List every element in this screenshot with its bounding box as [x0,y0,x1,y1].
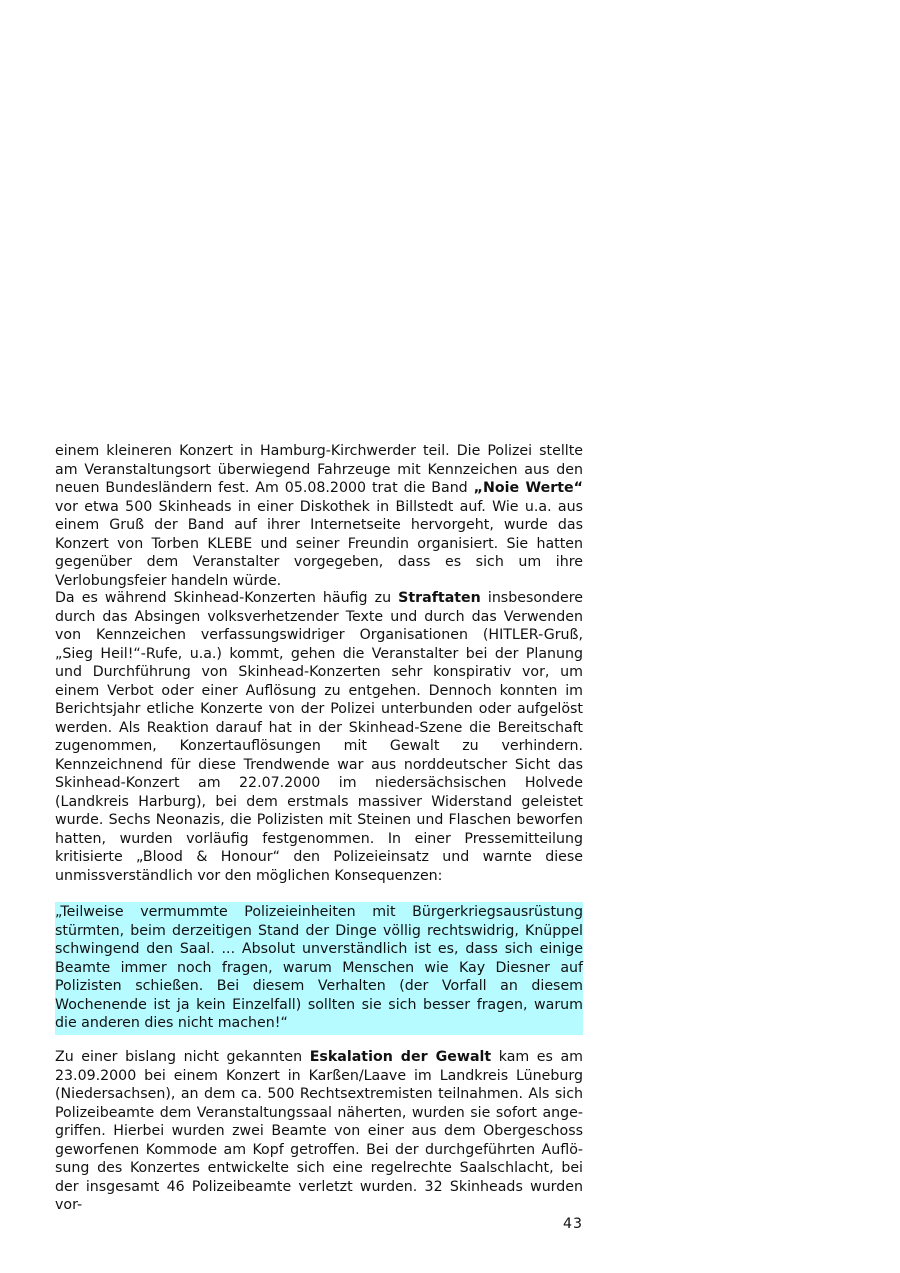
highlighted-quote [55,902,583,1035]
paragraph-4-text-a: Zu einer bislang nicht gekannten [55,1049,310,1065]
page-number: 43 [562,1216,583,1232]
paragraph-1-text-c: vor etwa 500 Skinheads in einer Diskothek in Billstedt auf. Wie u.a. aus einem Gruß der Band auf ihrer Internetseite hervorgeht, wurde das Konzert von Torben KLEBE und seiner Freundin organisiert. Sie hatten gegenüber dem Veranstalter vorgegeben, dass es sich um ihre Verlobungsfeier handeln würde. [55,498,583,589]
paragraph-1-text-a: einem kleineren Konzert in Hamburg-Kirchwerder teil. Die Polizei stellte am Veranstaltungsort überwiegend Fahrzeuge mit Kennzeichen aus den neuen Bundesländern fest. Am 05.08.2000 trat die Band [55,443,583,496]
paragraph-2-text-c: insbesondere durch das Absingen volksverhetzender Texte und durch das Verwenden von Kennzeichen verfassungswidriger Organisationen (HITLER-Gruß, „Sieg Heil!“-Rufe, u.a.) kommt, gehen die Veranstalter bei der Planung und Durchführung von Skinhead-Konzerten sehr konspirativ vor, um einem Verbot oder einer Auflösung zu entgehen. Dennoch konnten im Berichtsjahr etliche Konzerte von der Polizei unterbunden oder aufgelöst werden. Als Reaktion darauf hat in der Skinhead-Szene die Bereitschaft zugenommen, Konzertauflösungen mit Gewalt zu verhindern. Kennzeichnend für diese Trendwende war aus norddeutscher Sicht das Skinhead-Konzert am 22.07.2000 im niedersächsischen Holvede (Landkreis Harburg), bei dem erstmals massiver Widerstand geleistet wurde. Sechs Neonazis, die Polizisten mit Steinen und Flaschen beworfen hatten, wurden vorläufig festgenommen. In einer Pressemitteilung kritisierte „Blood & Honour“ den Polizeieinsatz und warnte diese unmissverständlich vor den möglichen Konsequenzen: [55,590,583,884]
paragraph-1 [55,442,583,590]
paragraph-2 [55,589,583,885]
paragraph-4 [55,1048,583,1215]
paragraph-4-text-c: kam es am 23.09.2000 bei einem Konzert in Karßen/Laave im Landkreis Lüneburg (Niedersachsen), an dem ca. 500 Rechtsextremisten teilnahmen. Als sich Polizeibeamte dem Veranstaltungssaal näherten, wurden sie sofort angegriffen. Hierbei wurden zwei Beamte von einer aus dem Obergeschoss geworfenen Kommode am Kopf getroffen. Bei der durchgeführten Auflösung des Konzertes entwickelte sich eine regelrechte Saalschlacht, bei der insgesamt 46 Polizeibeamte verletzt wurden. 32 Skinheads wurden vor- [55,1049,583,1213]
quote-text: „Teilweise vermummte Polizeieinheiten mit Bürgerkriegsausrüstung stürmten, beim derzeitigen Stand der Dinge völlig rechtswidrig, Knüppel schwingend den Saal. ... Absolut unverständlich ist es, dass sich einige Beamte immer noch fragen, warum Menschen wie Kay Diesner auf Polizisten schießen. Bei diesem Verhalten (der Vorfall an diesem Wochenende ist ja kein Einzelfall) sollten sie sich besser fragen, warum die anderen dies nicht machen!“ [55,904,583,1031]
straftaten-bold: Straftaten [398,590,481,606]
band-name-bold: „Noie Werte“ [473,480,583,496]
eskalation-bold: Eskalation der Gewalt [309,1049,492,1065]
paragraph-2-text-a: Da es während Skinhead-Konzerten häufig zu [55,590,399,606]
